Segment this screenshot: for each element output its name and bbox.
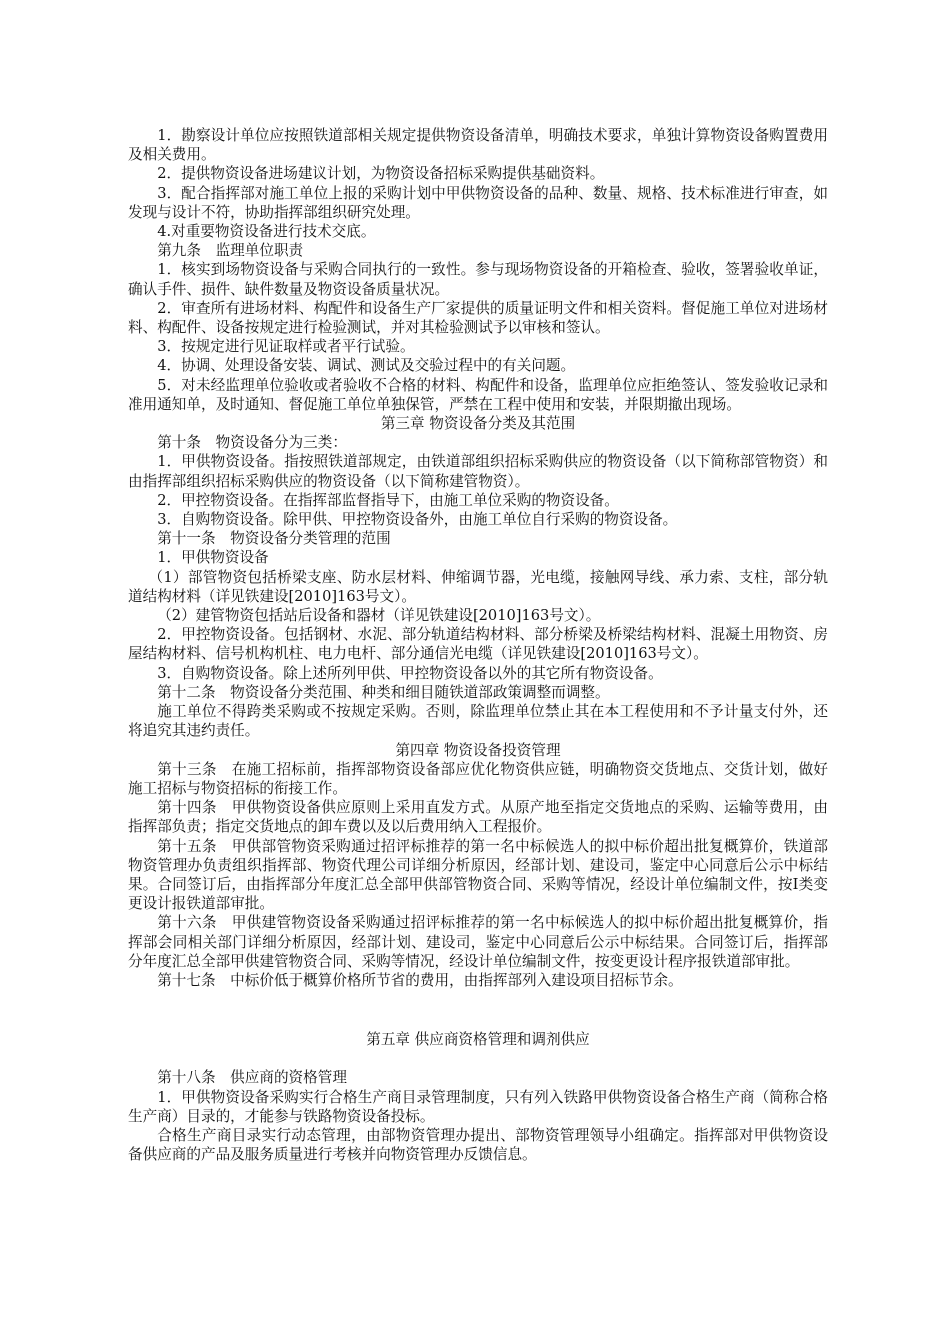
paragraph: 2．审查所有进场材料、构配件和设备生产厂家提供的质量证明文件和相关资料。督促施工单位对进场材料、构配件、设备按规定进行检验测试，并对其检验测试予以审核和签认。 (128, 299, 828, 337)
paragraph: 2．甲控物资设备。包括钢材、水泥、部分轨道结构材料、部分桥梁及桥梁结构材料、混凝土用物资、房屋结构材料、信号机构机柱、电力电杆、部分通信光电缆（详见铁建设[2010]163号文）。 (128, 626, 828, 663)
paragraph: （1）部管物资包括桥梁支座、防水层材料、伸缩调节器，光电缆，接触网导线、承力索、支柱，部分轨道结构材料（详见铁建设[2010]163号文）。 (128, 568, 828, 605)
paragraph: 1．核实到场物资设备与采购合同执行的一致性。参与现场物资设备的开箱检查、验收，签署验收单证，确认手件、损件、缺件数量及物资设备质量状况。 (128, 261, 828, 298)
paragraph: 第十七条 中标价低于概算价格所节省的费用，由指挥部列入建设项目招标节余。 (157, 971, 683, 989)
paragraph: 2．提供物资设备进场建议计划，为物资设备招标采购提供基础资料。 (157, 165, 605, 183)
chapter-heading: 第四章 物资设备投资管理 (395, 741, 561, 759)
spacer (128, 990, 828, 1030)
chapter-heading: 第三章 物资设备分类及其范围 (380, 415, 576, 433)
paragraph: 第九条 监理单位职责 (157, 242, 304, 260)
paragraph: 第十一条 物资设备分类管理的范围 (157, 530, 391, 548)
paragraph: 5．对未经监理单位验收或者验收不合格的材料、构配件和设备，监理单位应拒绝签认、签发验收记录和准用通知单，及时通知、督促施工单位单独保管，严禁在工程中使用和安装，并限期撤出现场。 (128, 376, 828, 413)
paragraph: 3．自购物资设备。除甲供、甲控物资设备外，由施工单位自行采购的物资设备。 (157, 511, 678, 529)
document-page (128, 126, 828, 1164)
paragraph: 3．按规定进行见证取样或者平行试验。 (157, 338, 415, 356)
paragraph: 施工单位不得跨类采购或不按规定采购。否则，除监理单位禁止其在本工程使用和不予计量支付外，还将追究其违约责任。 (128, 703, 828, 740)
paragraph: 4．协调、处理设备安装、调试、测试及交验过程中的有关问题。 (157, 357, 576, 375)
paragraph: 1．甲供物资设备 (157, 549, 269, 567)
paragraph: 第十二条 物资设备分类范围、种类和细目随铁道部政策调整而调整。 (157, 683, 610, 701)
paragraph: 第十条 物资设备分为三类： (157, 434, 347, 452)
spacer (128, 1049, 828, 1068)
paragraph: 合格生产商目录实行动态管理，由部物资管理办提出、部物资管理领导小组确定。指挥部对甲供物资设备供应商的产品及服务质量进行考核并向物资管理办反馈信息。 (128, 1126, 828, 1164)
paragraph: 3．配合指挥部对施工单位上报的采购计划中甲供物资设备的品种、数量、规格、技术标准进行审查，如发现与设计不符，协助指挥部组织研究处理。 (128, 184, 828, 221)
paragraph: 第十八条 供应商的资格管理 (157, 1069, 347, 1087)
paragraph: 第十四条 甲供物资设备供应原则上采用直发方式。从原产地至指定交货地点的采购、运输等费用，由指挥部负责；指定交货地点的卸车费以及以后费用纳入工程报价。 (128, 799, 828, 836)
paragraph: 第十六条 甲供建管物资设备采购通过招评标推荐的第一名中标候选人的拟中标价超出批复概算价，指挥部会同相关部门详细分析原因，经部计划、建设司，鉴定中心同意后公示中标结果。合同签订后，指挥部分年度汇总全部甲供建管物资合同、采购等情况，经设计单位编制文件，按变更设计程序报铁道部审批。 (128, 914, 828, 970)
paragraph: 1．甲供物资设备。指按照铁道部规定，由铁道部组织招标采购供应的物资设备（以下简称部管物资）和由指挥部组织招标采购供应的物资设备（以下简称建管物资）。 (128, 453, 828, 490)
paragraph: 2．甲控物资设备。在指挥部监督指导下，由施工单位采购的物资设备。 (157, 491, 619, 509)
paragraph: （2）建管物资包括站后设备和器材（详见铁建设[2010]163号文）。 (157, 607, 601, 625)
paragraph: 3．自购物资设备。除上述所列甲供、甲控物资设备以外的其它所有物资设备。 (157, 664, 663, 682)
paragraph: 1．甲供物资设备采购实行合格生产商目录管理制度，只有列入铁路甲供物资设备合格生产商（简称合格生产商）目录的，才能参与铁路物资设备投标。 (128, 1088, 828, 1125)
paragraph: 4.对重要物资设备进行技术交底。 (157, 223, 376, 241)
paragraph: 第十五条 甲供部管物资采购通过招评标推荐的第一名中标候选人的拟中标价超出批复概算价，铁道部物资管理办负责组织指挥部、物资代理公司详细分析原因，经部计划、建设司，鉴定中心同意后公示中标结果。合同签订后，由指挥部分年度汇总全部甲供部管物资合同、采购等情况，经设计单位编制文件，按Ⅰ类变更设计报铁道部审批。 (128, 837, 828, 913)
paragraph: 第十三条 在施工招标前，指挥部物资设备部应优化物资供应链，明确物资交货地点、交货计划，做好施工招标与物资招标的衔接工作。 (128, 760, 828, 797)
paragraph: 1．勘察设计单位应按照铁道部相关规定提供物资设备清单，明确技术要求，单独计算物资设备购置费用及相关费用。 (128, 127, 828, 164)
chapter-heading: 第五章 供应商资格管理和调剂供应 (366, 1031, 590, 1049)
